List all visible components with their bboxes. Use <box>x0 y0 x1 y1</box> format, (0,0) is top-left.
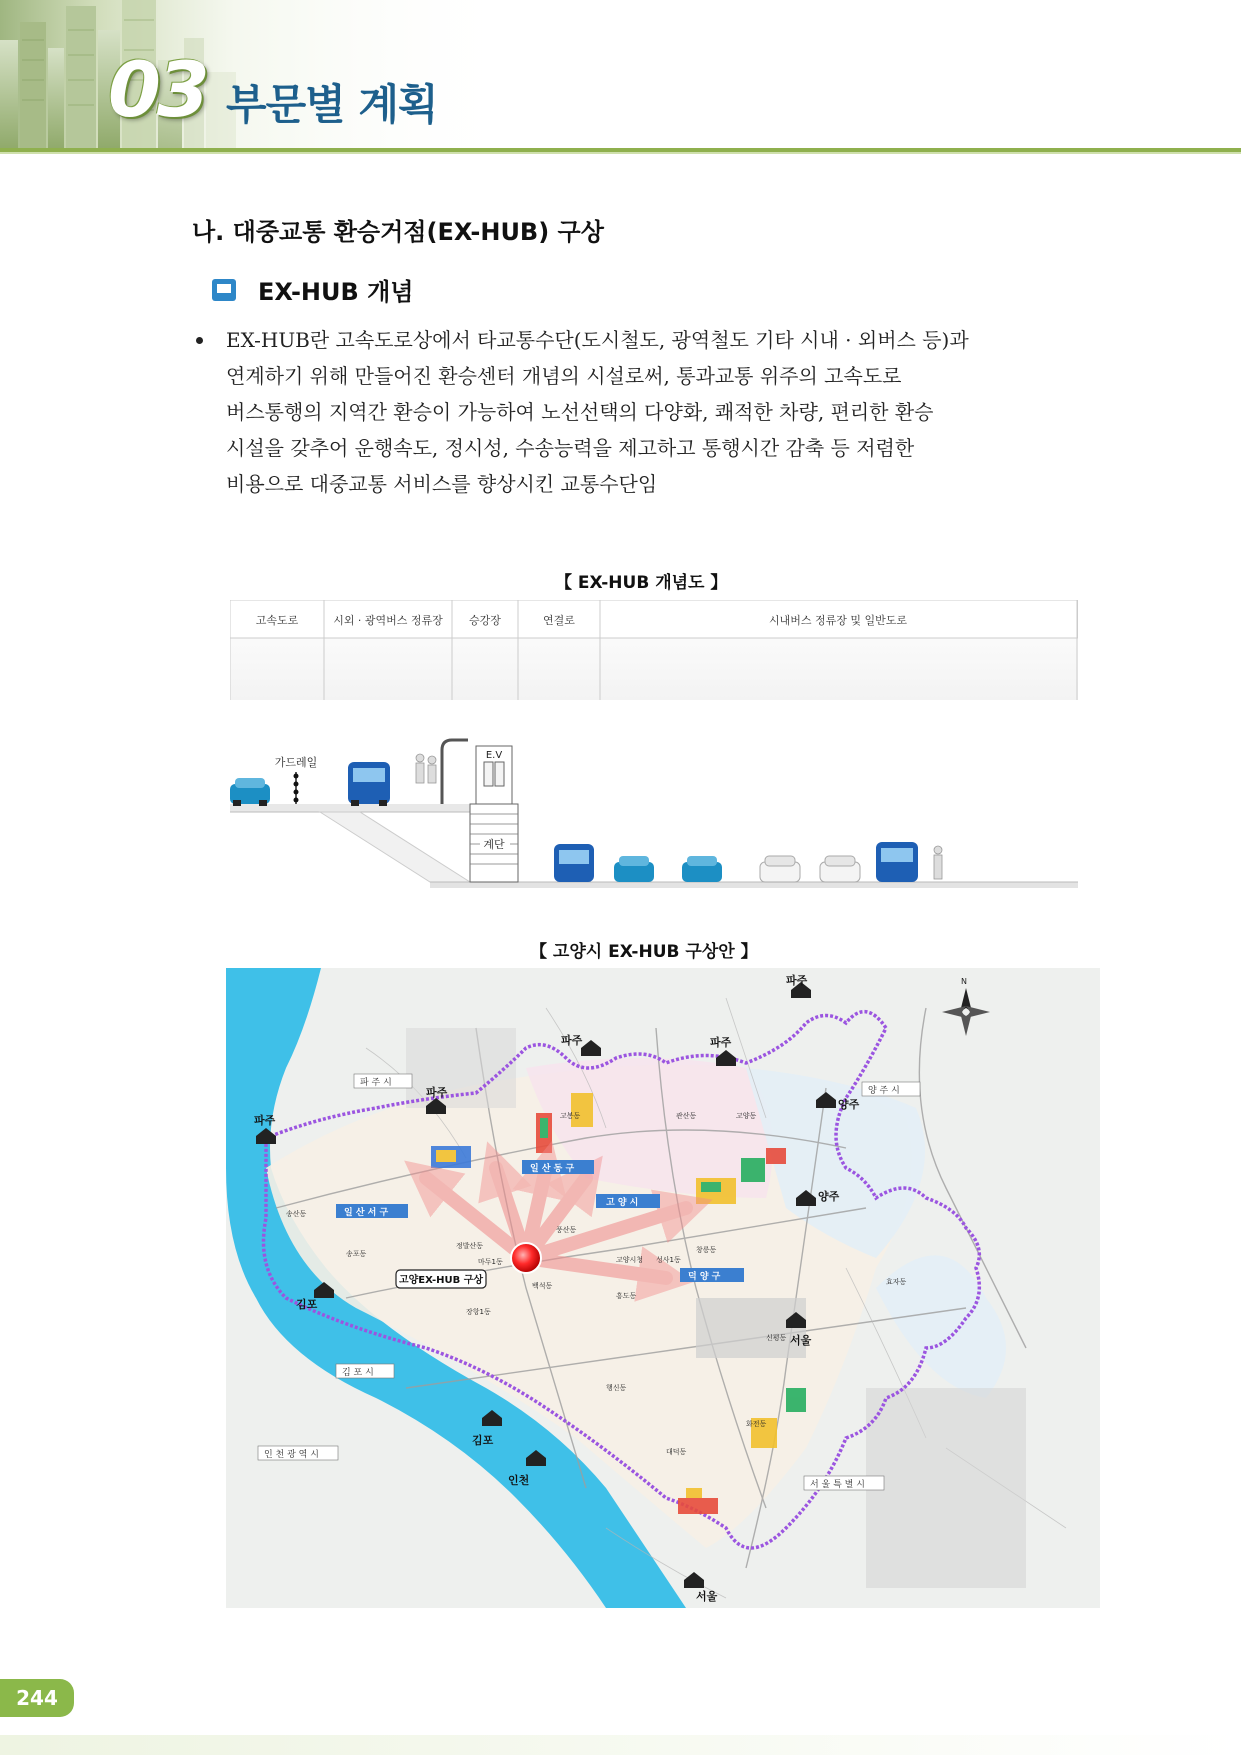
place-label: 창릉동 <box>696 1246 717 1254</box>
ex-hub-concept-diagram <box>230 600 1078 895</box>
place-label: 송포동 <box>346 1250 367 1258</box>
place-label: 대덕동 <box>666 1448 687 1456</box>
page-number: 244 <box>0 1679 74 1717</box>
subsection-title: EX-HUB 개념 <box>258 278 414 306</box>
car-icon <box>230 778 270 806</box>
pedestrian-icon <box>416 754 436 783</box>
region-label: 김 포 시 <box>342 1368 374 1378</box>
place-label: 관산동 <box>676 1112 697 1120</box>
body-line: 연계하기 위해 만들어진 환승센터 개념의 시설로써, 통과교통 위주의 고속도로 <box>226 364 902 388</box>
region-label: 서 울 특 별 시 <box>810 1480 865 1490</box>
svg-text:인천: 인천 <box>508 1474 530 1487</box>
square-marker-icon <box>212 279 236 301</box>
district-label: 일 산 동 구 <box>530 1164 575 1174</box>
column-header: 고속도로 <box>255 614 299 627</box>
place-label: 화전동 <box>746 1420 767 1428</box>
chapter-title: 부문별 계획 <box>226 80 438 129</box>
guardrail-icon <box>294 772 299 804</box>
ex-hub-marker <box>511 1243 541 1273</box>
district-label: 일 산 서 구 <box>344 1208 389 1218</box>
subsection-heading <box>212 272 414 307</box>
svg-text:양주: 양주 <box>818 1190 840 1203</box>
svg-text:파주: 파주 <box>561 1034 583 1047</box>
place-label: 고양시청 <box>616 1256 644 1264</box>
pedestrian-icon <box>934 846 942 879</box>
place-label: 풍산동 <box>556 1226 577 1234</box>
concept-diagram-svg <box>230 600 1078 895</box>
place-label: 백석동 <box>532 1282 553 1290</box>
place-label: 흥도동 <box>616 1292 637 1300</box>
place-label: 장항1동 <box>466 1308 491 1316</box>
figure-caption: 【 고양시 EX-HUB 구상안 】 <box>530 942 758 962</box>
svg-text:파주: 파주 <box>710 1036 732 1049</box>
body-line: 버스통행의 지역간 환승이 가능하여 노선선택의 다양화, 쾌적한 차량, 편리한 환승 <box>226 400 934 424</box>
place-label: 성사1동 <box>656 1256 681 1264</box>
district-label: 덕 양 구 <box>688 1272 721 1282</box>
body-paragraph <box>226 322 1098 502</box>
svg-text:김포: 김포 <box>472 1434 494 1447</box>
stairs-label: 계단 <box>483 838 505 851</box>
bullet-icon <box>196 337 203 344</box>
svg-text:김포: 김포 <box>296 1298 318 1311</box>
place-label: 효자동 <box>886 1278 907 1286</box>
map-svg <box>226 968 1100 1608</box>
place-label: 송산동 <box>286 1210 307 1218</box>
svg-text:서울: 서울 <box>696 1590 718 1603</box>
region-label: 양 주 시 <box>868 1086 900 1096</box>
place-label: 행신동 <box>606 1384 627 1392</box>
column-header: 시내버스 정류장 및 일반도로 <box>768 614 908 627</box>
region-label: 파 주 시 <box>360 1078 392 1088</box>
district-label: 고 양 시 <box>606 1198 639 1208</box>
car-icon <box>682 856 722 882</box>
body-line: 비용으로 대중교통 서비스를 향상시킨 교통수단임 <box>226 472 658 496</box>
place-label: 신평동 <box>766 1334 787 1342</box>
place-label: 정발산동 <box>456 1242 484 1250</box>
chapter-header <box>0 0 1241 160</box>
body-line: EX-HUB란 고속도로상에서 타교통수단(도시철도, 광역철도 기타 시내 · 외버스 등)과 <box>226 328 969 352</box>
place-label: 고봉동 <box>560 1112 581 1120</box>
footer-strip <box>0 1735 1241 1755</box>
guardrail-label: 가드레일 <box>274 756 318 769</box>
region-label: 인 천 광 역 시 <box>264 1450 319 1460</box>
figure-caption: 【 EX-HUB 개념도 】 <box>555 573 728 593</box>
elevator-label: E.V <box>485 750 503 761</box>
taxi-icon <box>760 856 800 882</box>
section-title: 나. 대중교통 환승거점(EX-HUB) 구상 <box>192 218 604 246</box>
car-icon <box>614 856 654 882</box>
place-label: 고양동 <box>736 1112 757 1120</box>
goyang-ex-hub-map <box>226 968 1100 1608</box>
bus-icon <box>876 842 918 882</box>
svg-text:N: N <box>961 977 967 986</box>
bus-icon <box>348 762 390 806</box>
bus-icon <box>554 844 594 882</box>
svg-text:파주: 파주 <box>254 1114 276 1127</box>
taxi-icon <box>820 856 860 882</box>
hub-label: 고양EX-HUB 구상 <box>398 1275 484 1286</box>
svg-text:파주: 파주 <box>786 974 808 987</box>
body-line: 시설을 갖추어 운행속도, 정시성, 수송능력을 제고하고 통행시간 감축 등 저렴한 <box>226 436 915 460</box>
svg-text:양주: 양주 <box>838 1098 860 1111</box>
place-label: 마두1동 <box>478 1258 503 1266</box>
svg-text:파주: 파주 <box>426 1086 448 1099</box>
column-header: 연결로 <box>543 614 575 627</box>
column-header: 시외 · 광역버스 정류장 <box>333 614 443 627</box>
column-header: 승강장 <box>469 614 501 627</box>
chapter-number: 03 <box>108 45 206 134</box>
svg-text:서울: 서울 <box>790 1334 812 1347</box>
